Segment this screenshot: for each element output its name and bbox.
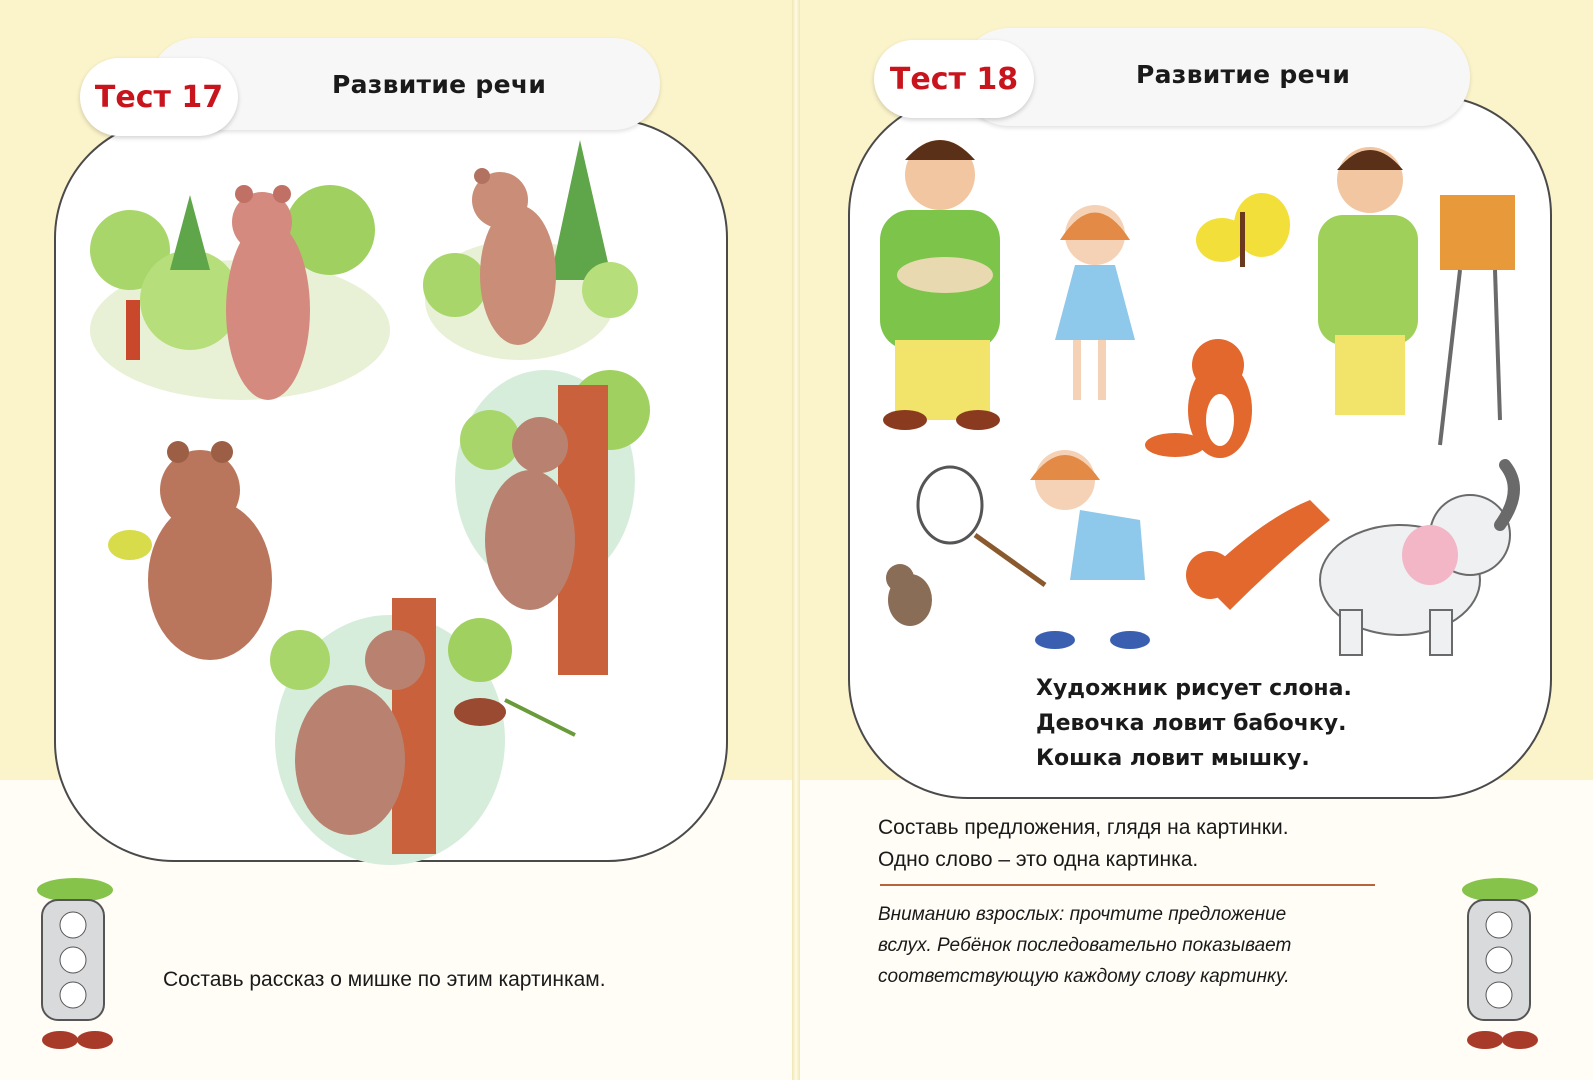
instruction-line-1: Составь предложения, глядя на картинки.	[878, 816, 1289, 839]
adult-note-line-1: Вниманию взрослых: прочтите предложение	[878, 904, 1287, 925]
sentence-2: Девочка ловит бабочку.	[1036, 711, 1347, 736]
instruction-line-2: Одно слово – это одна картинка.	[878, 848, 1199, 871]
bear-at-nest	[270, 598, 575, 865]
elephant	[1320, 465, 1514, 655]
sentence-3: Кошка ловит мышку.	[1036, 746, 1310, 771]
test-17-label: Тест 17	[80, 58, 238, 136]
girl-with-net	[918, 450, 1150, 649]
bear-in-forest	[90, 185, 390, 400]
sentence-1: Художник рисует слона.	[1036, 676, 1352, 701]
left-section-title: Развитие речи	[332, 70, 547, 99]
artist-with-palette	[880, 140, 1000, 430]
traffic-light-mascot-left	[37, 878, 113, 1049]
mouse	[886, 564, 932, 626]
cat-jumping	[1186, 500, 1330, 610]
adult-note-line-3: соответствующую каждому слову картинку.	[878, 966, 1290, 987]
girl	[1055, 205, 1135, 400]
bear-holding-bird	[108, 441, 272, 660]
test-18-label: Тест 18	[874, 40, 1034, 118]
adult-note-line-2: вслух. Ребёнок последовательно показывает	[878, 935, 1292, 956]
traffic-light-mascot-right	[1462, 878, 1538, 1049]
right-section-title: Развитие речи	[1136, 60, 1351, 89]
cat-sitting	[1145, 339, 1252, 458]
artist-at-easel	[1318, 147, 1515, 445]
left-instruction: Составь рассказ о мишке по этим картинкам.	[163, 968, 606, 991]
butterfly	[1196, 193, 1290, 267]
bear-standing	[423, 140, 638, 360]
divider	[880, 884, 1375, 886]
